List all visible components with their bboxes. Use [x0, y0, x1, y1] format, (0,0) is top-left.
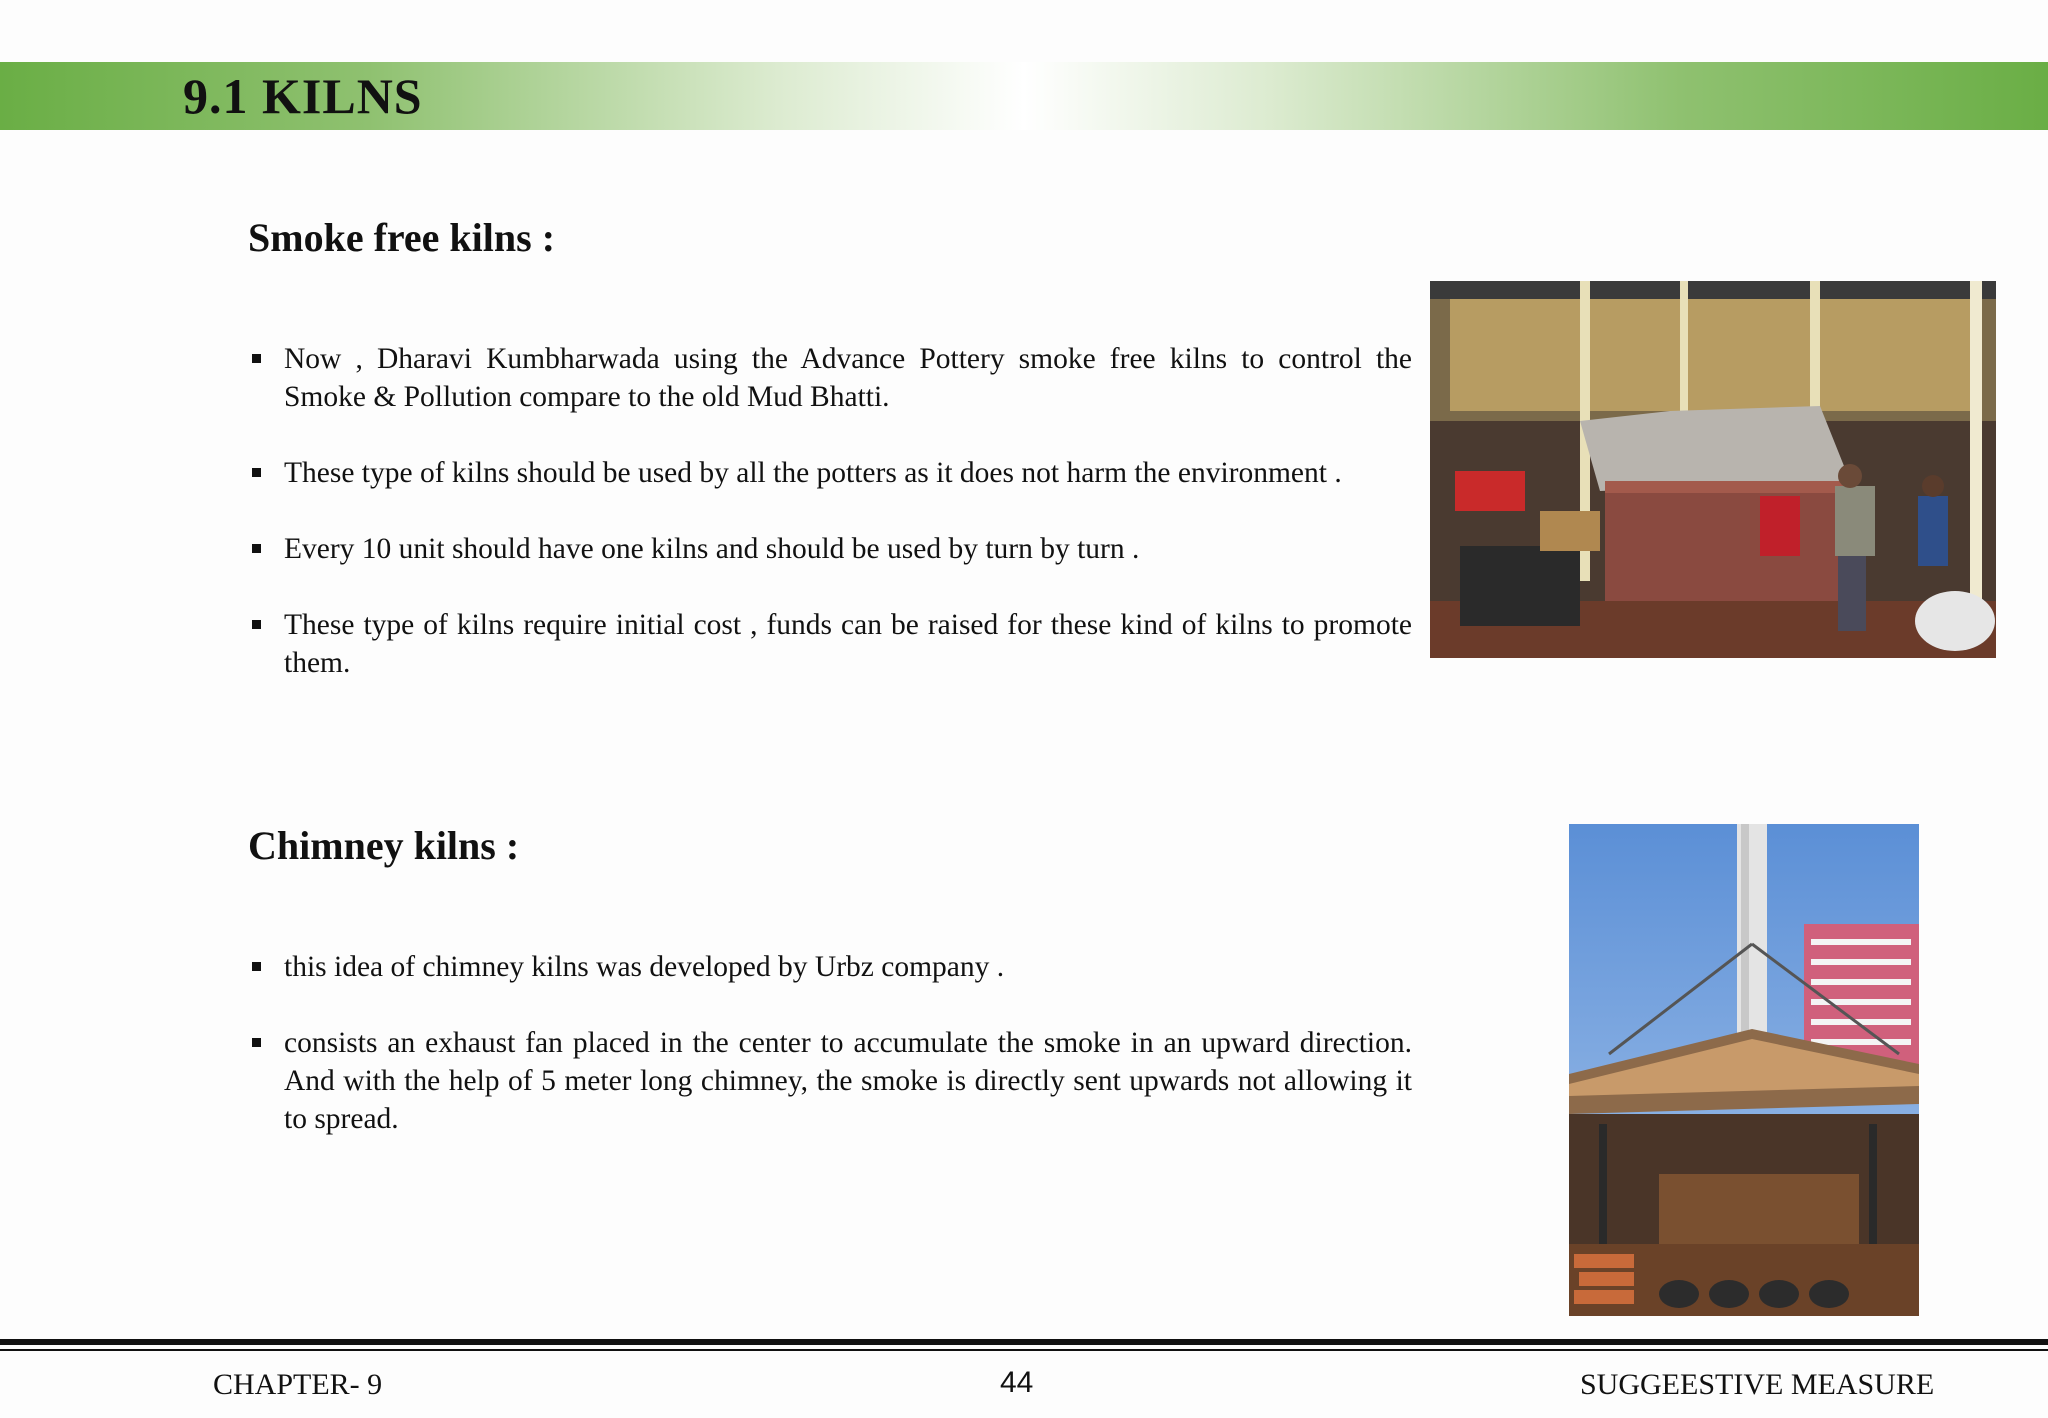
- bullet-text: consists an exhaust fan placed in the center to accumulate the smoke in an upward direction. And with the help of 5 meter long chimney, the smoke is directly sent upwards not allowing it to spread.: [284, 1027, 1412, 1135]
- page-title: 9.1 KILNS: [183, 68, 423, 124]
- smoke-free-bullet-list: [250, 340, 1412, 720]
- list-item: [250, 606, 1412, 682]
- list-item: [250, 340, 1412, 416]
- square-bullet-icon: [252, 468, 261, 477]
- bullet-text: Every 10 unit should have one kilns and should be used by turn by turn .: [284, 533, 1140, 565]
- bullet-text: These type of kilns require initial cost , funds can be raised for these kind of kilns to promote them.: [284, 609, 1412, 679]
- list-item: [250, 948, 1412, 986]
- list-item: [250, 530, 1412, 568]
- footer-chapter: CHAPTER- 9: [213, 1368, 383, 1401]
- section-heading-chimney: Chimney kilns :: [248, 823, 520, 868]
- page-number: 44: [1000, 1366, 1034, 1399]
- bullet-text: this idea of chimney kilns was developed by Urbz company .: [284, 951, 1005, 983]
- list-item: [250, 454, 1412, 492]
- title-band: [0, 62, 2048, 130]
- chimney-bullet-list: [250, 948, 1412, 1176]
- square-bullet-icon: [252, 962, 261, 971]
- square-bullet-icon: [252, 544, 261, 553]
- footer-section-title: SUGGEESTIVE MEASURE: [1580, 1368, 1935, 1401]
- square-bullet-icon: [252, 1038, 261, 1047]
- bullet-text: Now , Dharavi Kumbharwada using the Advance Pottery smoke free kilns to control the Smoke & Pollution compare to the old Mud Bhatti.: [284, 343, 1412, 413]
- footer-rule-thin: [0, 1349, 2048, 1351]
- smoke-free-kiln-photo: [1430, 281, 1996, 658]
- section-heading-smoke-free: Smoke free kilns :: [248, 215, 556, 260]
- chimney-kiln-photo: [1569, 824, 1919, 1316]
- bullet-text: These type of kilns should be used by all the potters as it does not harm the environment .: [284, 457, 1342, 489]
- footer-rule-thick: [0, 1339, 2048, 1345]
- square-bullet-icon: [252, 354, 261, 363]
- square-bullet-icon: [252, 620, 261, 629]
- list-item: [250, 1024, 1412, 1138]
